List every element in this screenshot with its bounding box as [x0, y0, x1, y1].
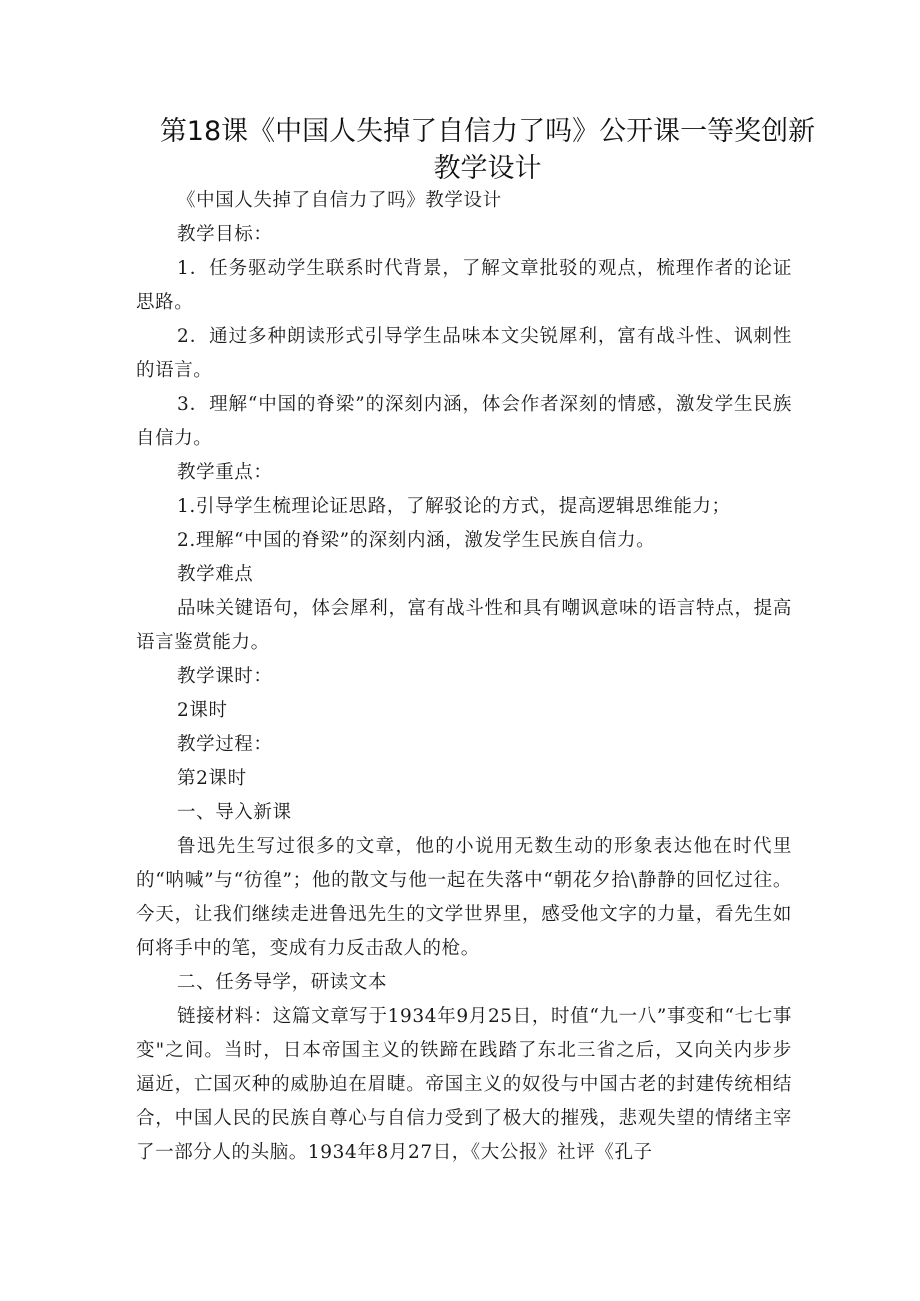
section-heading-task: 二、任务导学，研读文本	[177, 972, 388, 993]
section-heading-intro: 一、导入新课	[177, 802, 292, 823]
key-point-1: 1.引导学生梳理论证思路，了解驳论的方式，提高逻辑思维能力；	[177, 496, 731, 517]
key-point-2: 2.理解“中国的脊梁”的深刻内涵，激发学生民族自信力。	[177, 530, 656, 551]
intro-paragraph: 鲁迅先生写过很多的文章，他的小说用无数生动的形象表达他在时代里的“呐喊”与“彷徨”；他的散文与他一起在失落中“朝花夕拾\静静的回忆过往。今天，让我们继续走进鲁迅先生的文学世界里，感受他文字的力量，看先生如何将手中的笔，变成有力反击敌人的枪。	[136, 836, 792, 959]
document-title-line-2: 教学设计	[433, 153, 542, 184]
difficulty-paragraph: 品味关键语句，体会犀利，富有战斗性和具有嘲讽意味的语言特点，提高语言鉴赏能力。	[136, 598, 792, 653]
goal-item-3: 3．理解“中国的脊梁”的深刻内涵，体会作者深刻的情感，激发学生民族自信力。	[136, 394, 792, 449]
goal-item-2: 2．通过多种朗读形式引导学生品味本文尖锐犀利，富有战斗性、讽刺性的语言。	[136, 326, 792, 381]
heading-key-points: 教学重点：	[177, 462, 273, 483]
lesson-label: 第2课时	[177, 768, 247, 789]
subtitle-paragraph: 《中国人失掉了自信力了吗》教学设计	[177, 190, 502, 211]
heading-difficulties: 教学难点	[177, 564, 254, 585]
heading-teaching-process: 教学过程：	[177, 734, 273, 755]
background-material-paragraph: 链接材料：这篇文章写于1934年9月25日，时值“九一八”事变和“七七事变"之间。当时，日本帝国主义的铁蹄在践踏了东北三省之后，又向关内步步逼近，亡国灭种的威胁迫在眉睫。帝国主义的奴役与中国古老的封建传统相结合，中国人民的民族自尊心与自信力受到了极大的摧残，悲观失望的情绪主宰了一部分人的头脑。1934年8月27日，《大公报》社评《孔子	[136, 1006, 792, 1163]
heading-class-hours: 教学课时：	[177, 666, 273, 687]
document-title-line-1: 第18课《中国人失掉了自信力了吗》公开课一等奖创新	[159, 116, 816, 147]
heading-teaching-goals: 教学目标：	[177, 224, 273, 245]
goal-item-1: 1．任务驱动学生联系时代背景，了解文章批驳的观点，梳理作者的论证思路。	[136, 258, 792, 313]
class-hours-value: 2课时	[177, 700, 228, 721]
